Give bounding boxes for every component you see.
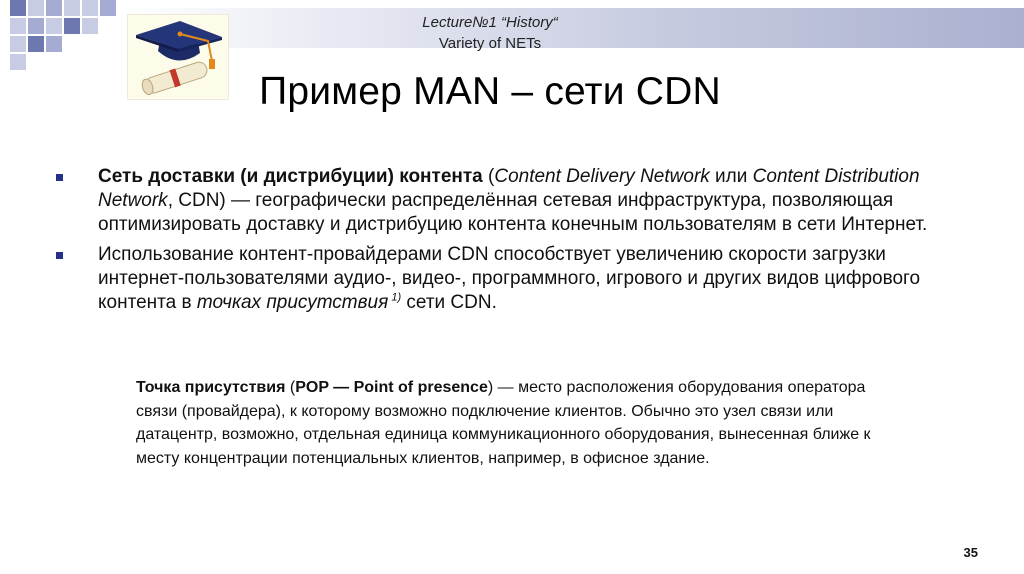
definition-block xyxy=(136,376,896,470)
bullet-text-italic: Content Delivery Network xyxy=(494,166,710,187)
bullet-text: сети CDN. xyxy=(401,292,497,313)
decorative-square xyxy=(46,0,62,16)
bullet-text-italic: точках присутствия xyxy=(196,292,389,313)
bullet-item xyxy=(52,165,972,237)
decorative-square xyxy=(100,0,116,16)
bullet-text-italic: Content Distribution Network xyxy=(98,166,920,211)
lecture-subtitle: Variety of NETs xyxy=(438,35,542,52)
decorative-square xyxy=(10,54,26,70)
square-bullet-icon xyxy=(56,174,63,181)
decorative-square xyxy=(64,0,80,16)
definition-text: ) — место расположения оборудования оператора связи (провайдера), к которому возможно подключение клиентов. Обычно это узел связи или датацентр, возможно, отдельная единица коммуникационного оборудования, вынесенная ближе к месту концентрации потенциальных клиентов, например, в офисное здание. xyxy=(136,379,871,467)
bullet-item xyxy=(52,243,972,315)
bullet-text: или xyxy=(709,166,753,187)
decorative-square xyxy=(10,36,26,52)
decorative-square xyxy=(28,18,44,34)
bullet-term: Сеть доставки (и дистрибуции) контента xyxy=(98,166,483,187)
definition-text: ( xyxy=(285,379,296,396)
decorative-square xyxy=(46,36,62,52)
decorative-square xyxy=(10,18,26,34)
decorative-square xyxy=(10,0,26,16)
definition-term: Точка присутствия xyxy=(136,379,286,396)
lecture-header: Lecture№1 “History“ xyxy=(422,14,558,31)
decorative-square xyxy=(28,36,44,52)
bullet-text: Использование контент-провайдерами CDN способствует увеличению скорости загрузки интернет-пользователями аудио-, видео-, программного, игрового и других видов цифрового контента в xyxy=(98,244,921,313)
decorative-square xyxy=(28,0,44,16)
definition-abbreviation: POP — Point of presence xyxy=(295,379,488,396)
bullet-text: ( xyxy=(482,166,495,187)
bullet-list xyxy=(52,165,972,315)
decorative-square xyxy=(64,18,80,34)
square-bullet-icon xyxy=(56,252,63,259)
page-number: 35 xyxy=(963,545,978,560)
footnote-marker: 1) xyxy=(388,291,402,304)
slide-title: Пример MAN – сети CDN xyxy=(259,70,721,113)
decorative-square xyxy=(82,18,98,34)
decorative-square xyxy=(82,0,98,16)
decorative-square xyxy=(46,18,62,34)
bullet-text: , CDN) — географически распределённая сетевая инфраструктура, позволяющая оптимизировать доставку и дистрибуцию контента конечным пользователям в сети Интернет. xyxy=(98,190,928,235)
